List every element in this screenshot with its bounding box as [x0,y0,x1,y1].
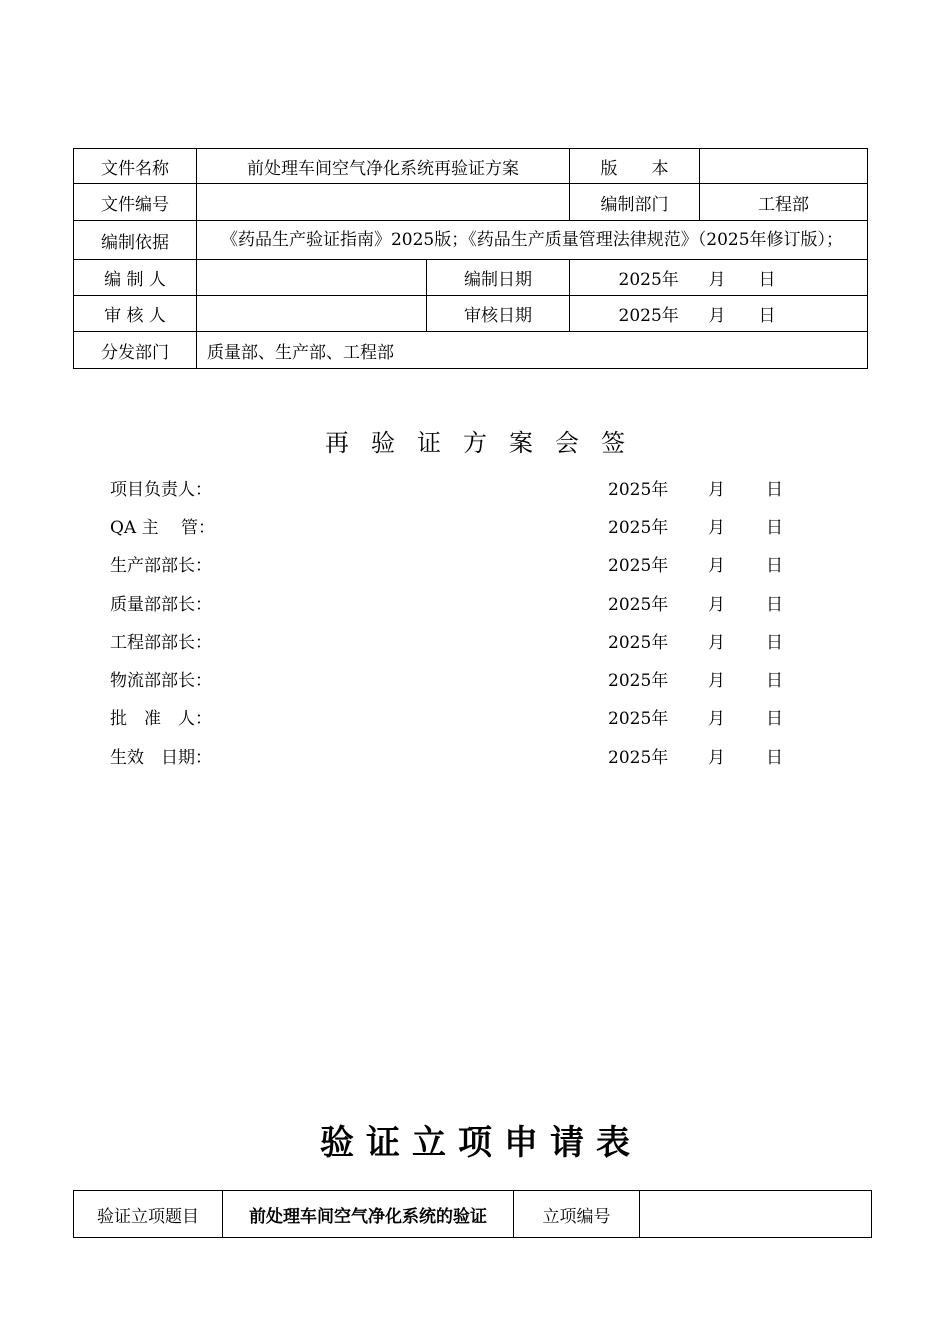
signoff-date [608,551,783,576]
signoff-row [110,698,850,736]
author-date-value [570,260,868,296]
signoff-month: 月 [708,479,725,500]
signoff-month: 月 [708,632,725,653]
signoff-row [110,583,850,621]
signoff-year: 2025年 [608,594,669,615]
date-day: 日 [758,306,776,326]
date-month: 月 [708,306,726,326]
number-label: 立项编号 [514,1191,640,1238]
signoff-label: 批 准 人： [110,709,212,730]
signoff-row [110,621,850,659]
signoff-row [110,659,850,697]
author-label: 编 制 人 [74,260,197,296]
signoff-label: 项目负责人： [110,479,212,500]
file-name-value: 前处理车间空气净化系统再验证方案 [197,149,570,184]
signoff-year: 2025年 [608,747,669,768]
file-no-value [197,184,570,221]
reviewer-value [197,296,427,332]
signoff-day: 日 [766,709,783,730]
signoff-label: 物流部部长： [110,671,212,692]
review-date-value [570,296,868,332]
file-name-label: 文件名称 [74,149,197,184]
dept-value: 工程部 [700,184,868,221]
topic-value: 前处理车间空气净化系统的验证 [223,1191,514,1238]
signoff-year: 2025年 [608,479,669,500]
signoff-label: 质量部部长： [110,594,212,615]
signoff-day: 日 [766,632,783,653]
author-value [197,260,427,296]
signoff-date [608,513,783,538]
document-info-table [73,148,868,369]
date-day: 日 [758,270,776,290]
signoff-row [110,736,850,774]
signoff-month: 月 [708,517,725,538]
signoff-label: QA 主 管： [110,517,216,538]
date-year: 2025年 [618,270,679,290]
signoff-day: 日 [766,747,783,768]
signoff-year: 2025年 [608,709,669,730]
signoff-date [608,704,783,729]
signoff-list [110,468,850,774]
signoff-label: 工程部部长： [110,632,212,653]
signoff-date [608,628,783,653]
signoff-day: 日 [766,517,783,538]
topic-label: 验证立项题目 [74,1191,223,1238]
signoff-month: 月 [708,747,725,768]
basis-value: 《药品生产验证指南》2025版；《药品生产质量管理法律规范》（2025年修订版）； [197,221,868,260]
version-value [700,149,868,184]
application-title: 验证立项申请表 [320,1123,642,1163]
signoff-day: 日 [766,671,783,692]
file-no-label: 文件编号 [74,184,197,221]
distribution-value: 质量部、生产部、工程部 [197,332,868,369]
reviewer-label: 审 核 人 [74,296,197,332]
number-value [640,1191,872,1238]
signoff-year: 2025年 [608,632,669,653]
application-table [73,1190,872,1238]
signoff-day: 日 [766,556,783,577]
signoff-month: 月 [708,556,725,577]
signoff-label: 生效 日期： [110,747,212,768]
distribution-label: 分发部门 [74,332,197,369]
date-month: 月 [708,270,726,290]
review-date-label: 审核日期 [427,296,570,332]
signoff-year: 2025年 [608,556,669,577]
signoff-month: 月 [708,671,725,692]
signoff-day: 日 [766,479,783,500]
version-label: 版 本 [570,149,700,184]
signoff-row [110,506,850,544]
signoff-date [608,743,783,768]
author-date-label: 编制日期 [427,260,570,296]
signoff-row [110,545,850,583]
signoff-row [110,468,850,506]
signoff-day: 日 [766,594,783,615]
signoff-year: 2025年 [608,671,669,692]
signoff-month: 月 [708,709,725,730]
signoff-date [608,475,783,500]
date-year: 2025年 [618,306,679,326]
signoff-date [608,590,783,615]
dept-label: 编制部门 [570,184,700,221]
basis-label: 编制依据 [74,221,197,260]
signoff-month: 月 [708,594,725,615]
signoff-year: 2025年 [608,517,669,538]
signoff-date [608,666,783,691]
signoff-title: 再验证方案会签 [325,429,647,457]
signoff-label: 生产部部长： [110,556,212,577]
